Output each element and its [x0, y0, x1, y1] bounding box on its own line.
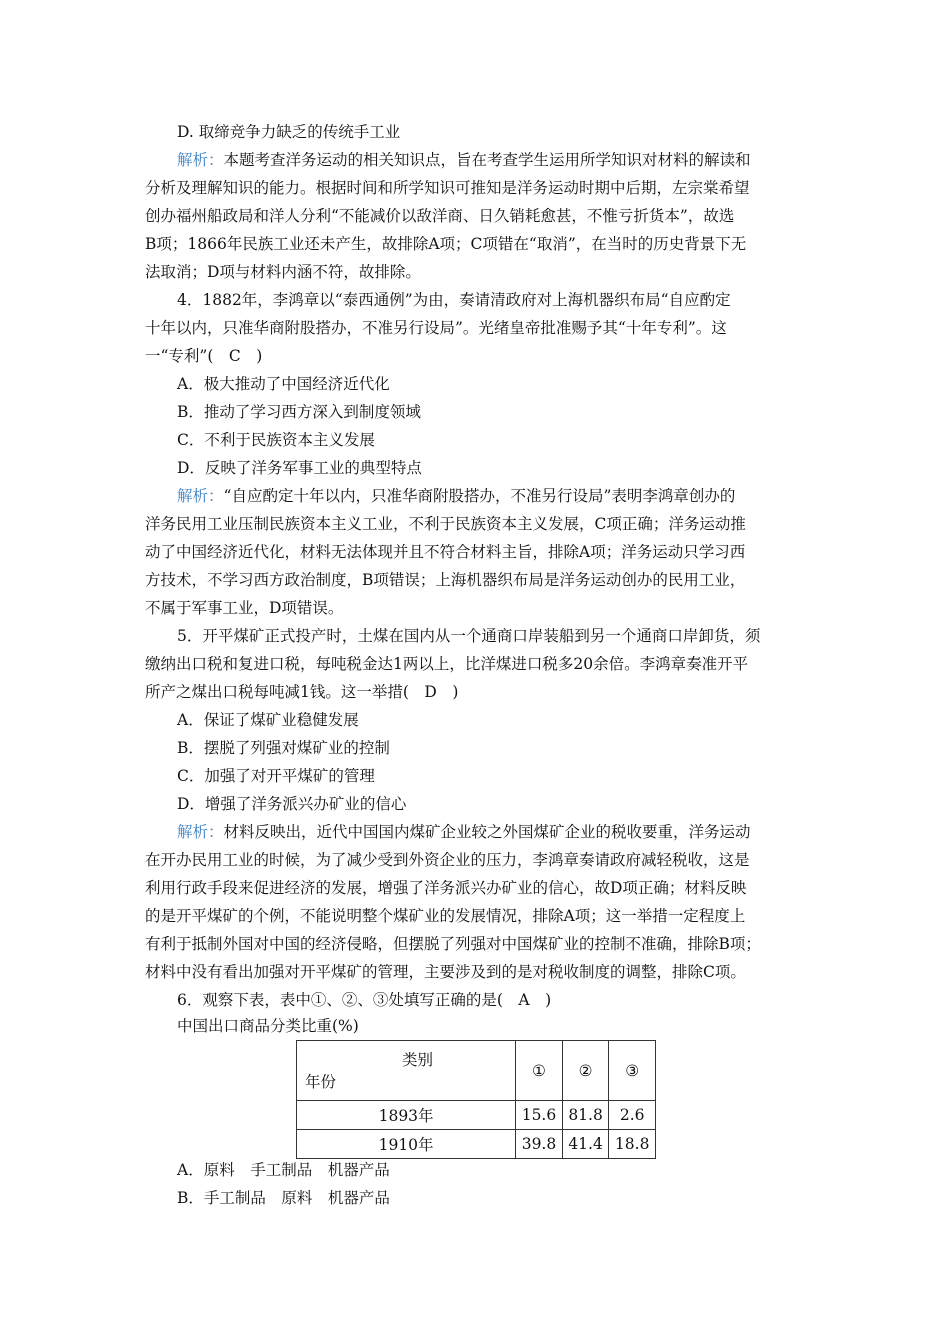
header-category: 类别: [401, 1050, 433, 1069]
table-cell: 15.6: [516, 1101, 563, 1130]
analysis-1-line: B项；1866年民族工业还未产生，故排除A项；C项错在“取消”，在当时的历史背景下无: [145, 235, 747, 253]
q4-option-a: A．极大推动了中国经济近代化: [177, 375, 390, 393]
table-caption: 中国出口商品分类比重(%): [177, 1017, 359, 1035]
table-row: [297, 1101, 656, 1130]
analysis-2-line: 方技术，不学习西方政治制度，B项错误；上海机器织布局是洋务运动创办的民用工业，: [145, 571, 746, 589]
question-5-stem: 缴纳出口税和复进口税，每吨税金达1两以上，比洋煤进口税多20余倍。李鸿章奏准开平: [145, 655, 749, 673]
table-cell: 81.8: [562, 1101, 609, 1130]
analysis-2-line: [177, 485, 842, 507]
q6-option-b: B．手工制品 原料 机器产品: [177, 1189, 390, 1207]
analysis-3-line: 利用行政手段来促进经济的发展，增强了洋务派兴办矿业的信心，故D项正确；材料反映: [145, 879, 747, 897]
row-year: 1910年: [297, 1130, 516, 1159]
analysis-1-line: 分析及理解知识的能力。根据时间和所学知识可推知是洋务运动时期中后期，左宗棠希望: [145, 179, 750, 197]
column-header: ③: [609, 1041, 656, 1101]
header-year: 年份: [305, 1072, 337, 1091]
analysis-text: 本题考查洋务运动的相关知识点，旨在考查学生运用所学知识对材料的解读和: [223, 151, 751, 169]
table-cell: 2.6: [609, 1101, 656, 1130]
question-5-stem: 所产之煤出口税每吨减1钱。这一举措( D ): [145, 683, 459, 701]
q5-option-c: C．加强了对开平煤矿的管理: [177, 767, 375, 785]
analysis-label: 解析：: [177, 151, 224, 169]
analysis-text: “自应酌定十年以内，只准华商附股搭办，不准另行设局”表明李鸿章创办的: [223, 487, 736, 505]
question-4-stem: 一“专利”( C ): [145, 347, 263, 365]
row-year: 1893年: [297, 1101, 516, 1130]
analysis-2-line: 不属于军事工业，D项错误。: [145, 599, 344, 617]
q4-option-b: B．推动了学习西方深入到制度领域: [177, 403, 421, 421]
question-4-stem: 十年以内，只准华商附股搭办，不准另行设局”。光绪皇帝批准赐予其“十年专利”。这: [145, 319, 727, 337]
analysis-label: 解析：: [177, 487, 224, 505]
question-6-stem: 6．观察下表，表中①、②、③处填写正确的是( A ): [177, 991, 552, 1009]
analysis-1-line: 创办福州船政局和洋人分利“不能减价以敌洋商、日久销耗愈甚，不惟亏折货本”，故选: [145, 207, 735, 225]
analysis-3-line: 材料中没有看出加强对开平煤矿的管理，主要涉及到的是对税收制度的调整，排除C项。: [145, 963, 746, 981]
export-share-table: [296, 1040, 656, 1159]
q5-option-b: B．摆脱了列强对煤矿业的控制: [177, 739, 390, 757]
question-5-stem: 5．开平煤矿正式投产时，土煤在国内从一个通商口岸装船到另一个通商口岸卸货，须: [177, 627, 761, 645]
analysis-3-line: [177, 821, 842, 843]
analysis-2-line: 动了中国经济近代化，材料无法体现并且不符合材料主旨，排除A项；洋务运动只学习西: [145, 543, 746, 561]
column-header: ①: [516, 1041, 563, 1101]
table-corner-cell: [297, 1041, 516, 1101]
q4-option-c: C．不利于民族资本主义发展: [177, 431, 375, 449]
analysis-3-line: 有利于抵制外国对中国的经济侵略，但摆脱了列强对中国煤矿业的控制不准确，排除B项；: [145, 935, 761, 953]
q4-option-d: D．反映了洋务军事工业的典型特点: [177, 459, 422, 477]
analysis-3-line: 的是开平煤矿的个例，不能说明整个煤矿业的发展情况，排除A项；这一举措一定程度上: [145, 907, 746, 925]
q6-option-a: A．原料 手工制品 机器产品: [177, 1161, 390, 1179]
analysis-text: 材料反映出，近代中国国内煤矿企业较之外国煤矿企业的税收要重，洋务运动: [223, 823, 751, 841]
q5-option-d: D．增强了洋务派兴办矿业的信心: [177, 795, 407, 813]
table-cell: 41.4: [562, 1130, 609, 1159]
analysis-1-line: [177, 149, 842, 171]
q5-option-a: A．保证了煤矿业稳健发展: [177, 711, 359, 729]
table-row: [297, 1130, 656, 1159]
table-cell: 39.8: [516, 1130, 563, 1159]
analysis-1-line: 法取消；D项与材料内涵不符，故排除。: [145, 263, 421, 281]
column-header: ②: [562, 1041, 609, 1101]
question-4-stem: 4．1882年，李鸿章以“泰西通例”为由，奏请清政府对上海机器织布局“自应酌定: [177, 291, 731, 309]
analysis-2-line: 洋务民用工业压制民族资本主义工业，不利于民族资本主义发展，C项正确；洋务运动推: [145, 515, 746, 533]
analysis-3-line: 在开办民用工业的时候，为了减少受到外资企业的压力，李鸿章奏请政府减轻税收，这是: [145, 851, 750, 869]
analysis-label: 解析：: [177, 823, 224, 841]
q3-option-d: D. 取缔竞争力缺乏的传统手工业: [177, 123, 401, 141]
table-cell: 18.8: [609, 1130, 656, 1159]
